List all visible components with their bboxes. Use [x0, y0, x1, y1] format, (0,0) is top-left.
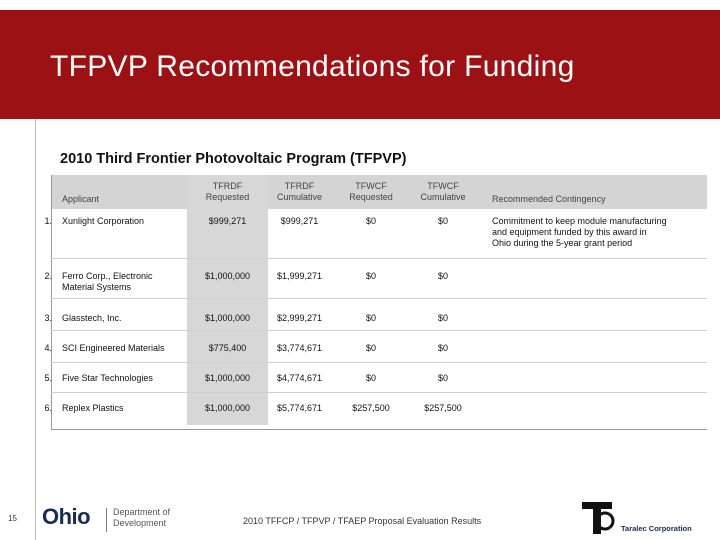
logo-divider — [106, 508, 107, 532]
row-number: 1. — [44, 216, 52, 226]
tfwcf-cumulative-value: $0 — [437, 343, 448, 353]
applicant-name: Replex Plastics — [62, 403, 124, 413]
taralec-logo-text: Taralec Corporation — [621, 524, 692, 533]
tfwcf-requested-value: $0 — [365, 373, 376, 383]
tfrdf-requested-value: $999,271 — [208, 216, 247, 226]
tfrdf-requested-value: $1,000,000 — [204, 313, 251, 323]
contingency-line: Ohio during the 5-year grant period — [492, 238, 633, 248]
header-tfrdf-requested — [187, 181, 268, 203]
tfrdf-cumulative-value: $3,774,671 — [276, 343, 323, 353]
applicant-name-line: Material Systems — [62, 282, 132, 292]
tfrdf-requested-value: $1,000,000 — [204, 373, 251, 383]
header-contingency: Recommended Contingency — [492, 194, 606, 204]
header-tfrdf-requested-line2: Requested — [205, 192, 250, 202]
department-of-development-text — [113, 507, 170, 529]
header-tfwcf-requested-line2: Requested — [349, 192, 393, 202]
tfrdf-cumulative-value: $1,999,271 — [276, 271, 323, 281]
tfrdf-requested-value: $1,000,000 — [204, 403, 251, 413]
department-line: Department of — [113, 507, 171, 517]
applicant-name: Xunlight Corporation — [62, 216, 145, 226]
applicant-name-line: Ferro Corp., Electronic — [62, 271, 153, 281]
tfwcf-cumulative-value: $0 — [437, 373, 448, 383]
header-tfrdf-cumulative — [259, 181, 340, 203]
taralec-logo-bar — [582, 502, 612, 509]
contingency-text — [492, 216, 707, 249]
tfrdf-cumulative-value: $999,271 — [280, 216, 319, 226]
row-separator — [51, 258, 707, 259]
tfwcf-cumulative-value: $0 — [437, 216, 448, 226]
department-line: Development — [113, 518, 167, 528]
contingency-line: Commitment to keep module manufacturing — [492, 216, 667, 226]
tfrdf-cumulative-value: $4,774,671 — [276, 373, 323, 383]
page-number: 15 — [8, 514, 17, 523]
header-tfrdf-cumulative-line1: TFRDF — [284, 181, 315, 191]
tfrdf-requested-column-shade — [187, 175, 268, 425]
header-tfwcf-requested — [333, 181, 409, 203]
header-tfwcf-requested-line1: TFWCF — [355, 181, 387, 191]
tfwcf-cumulative-value: $0 — [437, 271, 448, 281]
header-tfwcf-cumulative — [405, 181, 481, 203]
table-bottom-border — [51, 429, 707, 430]
header-tfwcf-cumulative-line1: TFWCF — [427, 181, 459, 191]
tfwcf-requested-value: $0 — [365, 216, 376, 226]
applicant-name: Glasstech, Inc. — [62, 313, 122, 323]
header-tfwcf-cumulative-line2: Cumulative — [420, 192, 466, 202]
tfrdf-cumulative-value: $2,999,271 — [276, 313, 323, 323]
row-number: 2. — [44, 271, 52, 281]
row-separator — [51, 362, 707, 363]
row-separator — [51, 392, 707, 393]
header-tfrdf-cumulative-line2: Cumulative — [276, 192, 323, 202]
tfwcf-requested-value: $0 — [365, 343, 376, 353]
tfwcf-cumulative-value: $257,500 — [424, 403, 462, 413]
header-applicant: Applicant — [62, 194, 100, 204]
row-separator — [51, 330, 707, 331]
tfrdf-requested-value: $775,400 — [208, 343, 247, 353]
slide-title: TFPVP Recommendations for Funding — [50, 50, 575, 83]
taralec-logo-mark — [580, 500, 618, 536]
tfwcf-requested-value: $0 — [365, 313, 376, 323]
row-number: 5. — [44, 373, 52, 383]
tfwcf-cumulative-value: $0 — [437, 313, 448, 323]
applicant-name: SCI Engineered Materials — [62, 343, 165, 353]
tfwcf-requested-value: $257,500 — [352, 403, 390, 413]
tfrdf-cumulative-value: $5,774,671 — [276, 403, 323, 413]
header-tfrdf-requested-line1: TFRDF — [212, 181, 243, 191]
table-left-border — [51, 175, 52, 429]
tfwcf-requested-value: $0 — [365, 271, 376, 281]
ohio-logo: Ohio — [42, 504, 91, 529]
left-divider — [35, 119, 36, 540]
applicant-name — [62, 271, 153, 293]
table-title: 2010 Third Frontier Photovoltaic Program (TFPVP) — [60, 151, 407, 167]
row-separator — [51, 298, 707, 299]
tfrdf-requested-value: $1,000,000 — [204, 271, 251, 281]
applicant-name: Five Star Technologies — [62, 373, 153, 383]
row-number: 4. — [44, 343, 52, 353]
row-number: 6. — [44, 403, 52, 413]
contingency-line: and equipment funded by this award in — [492, 227, 647, 237]
row-number: 3. — [44, 313, 52, 323]
footer-caption: 2010 TFFCP / TFPVP / TFAEP Proposal Evaluation Results — [243, 516, 482, 526]
